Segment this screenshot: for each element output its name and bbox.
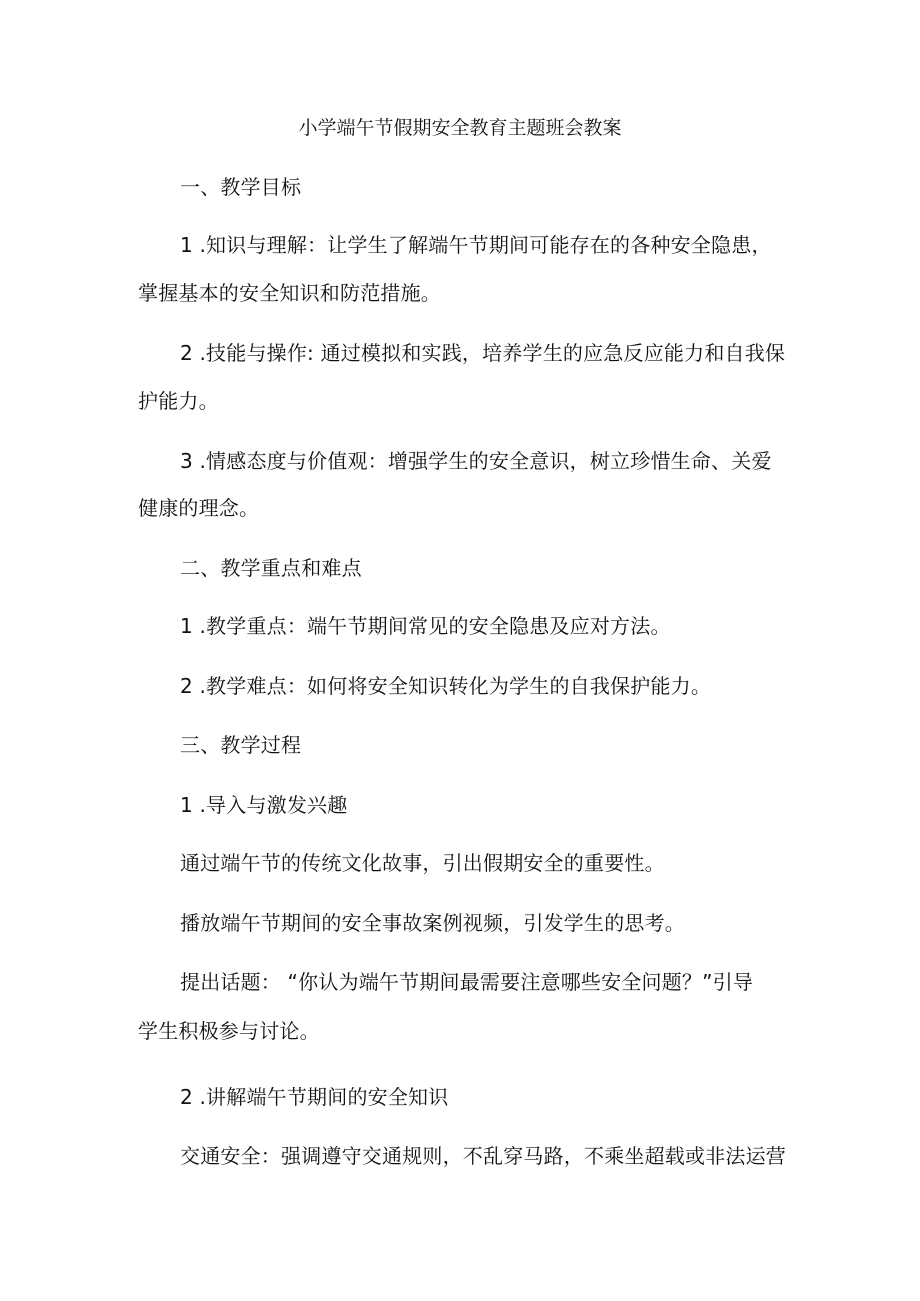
paragraph-line: 健康的理念。 [138, 496, 260, 520]
paragraph-line: 3 .情感态度与价值观：增强学生的安全意识，树立珍惜生命、关爱 [180, 449, 772, 473]
section-heading-key-points: 二、教学重点和难点 [180, 556, 362, 580]
paragraph-line: 2 .技能与操作: 通过模拟和实践，培养学生的应急反应能力和自我保 [180, 341, 786, 365]
paragraph-line: 学生积极参与讨论。 [138, 1019, 320, 1043]
paragraph-line: 1 .教学重点：端午节期间常见的安全隐患及应对方法。 [180, 614, 671, 638]
paragraph-line: 播放端午节期间的安全事故案例视频，引发学生的思考。 [180, 911, 685, 935]
subheading-line: 2 .讲解端午节期间的安全知识 [180, 1085, 449, 1109]
section-heading-objectives: 一、教学目标 [180, 175, 302, 199]
paragraph-line: 1 .知识与理解：让学生了解端午节期间可能存在的各种安全隐患， [180, 233, 772, 257]
paragraph-line: 护能力。 [138, 389, 219, 413]
subheading-line: 1 .导入与激发兴趣 [180, 793, 348, 817]
paragraph-line: 通过端午节的传统文化故事，引出假期安全的重要性。 [180, 851, 665, 875]
paragraph-line: 掌握基本的安全知识和防范措施。 [138, 281, 441, 305]
paragraph-line: 2 .教学难点：如何将安全知识转化为学生的自我保护能力。 [180, 674, 712, 698]
document-title: 小学端午节假期安全教育主题班会教案 [298, 117, 622, 139]
section-heading-process: 三、教学过程 [180, 733, 302, 757]
paragraph-line: 交通安全：强调遵守交通规则，不乱穿马路，不乘坐超载或非法运营 [180, 1144, 786, 1168]
paragraph-line: 提出话题： “你认为端午节期间最需要注意哪些安全问题？”引导 [180, 970, 754, 994]
